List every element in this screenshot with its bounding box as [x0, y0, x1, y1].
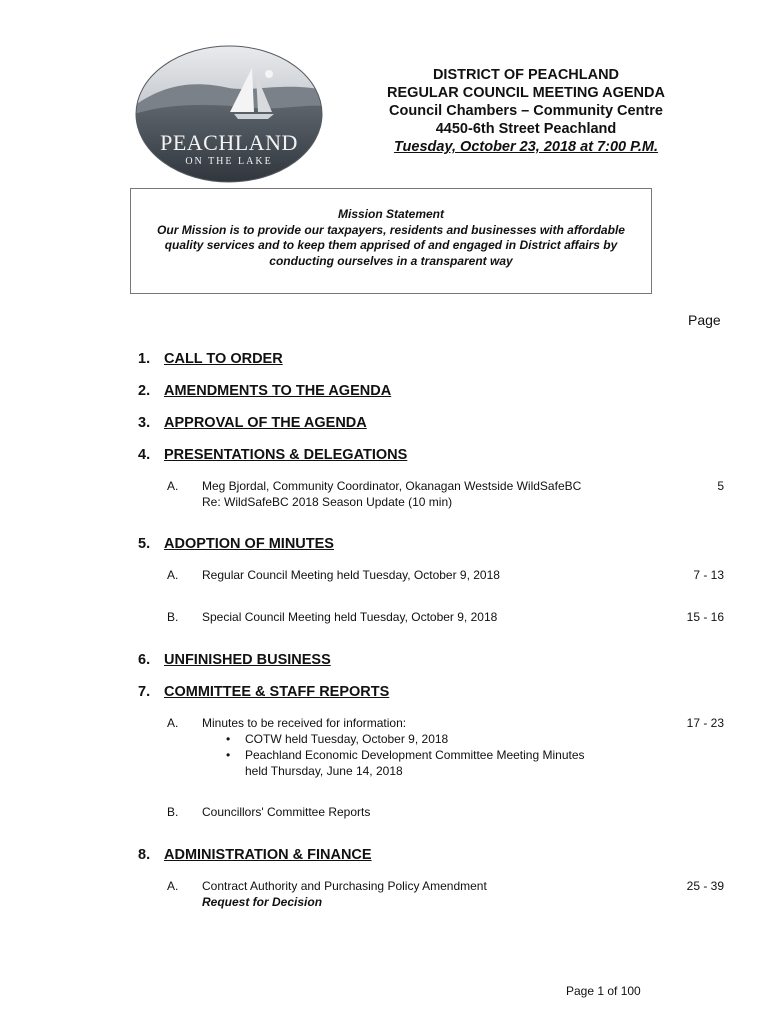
item-letter: A.	[167, 716, 179, 730]
section-presentations	[138, 447, 407, 463]
header-address: 4450-6th Street Peachland	[435, 121, 617, 137]
section-title[interactable]: CALL TO ORDER	[164, 351, 283, 367]
logo-name: PEACHLAND	[160, 130, 298, 155]
item-letter: A.	[167, 479, 179, 493]
agenda-header	[356, 66, 696, 156]
section-title[interactable]: COMMITTEE & STAFF REPORTS	[164, 684, 390, 700]
bullet-list	[226, 731, 626, 779]
section-committee-reports	[138, 684, 389, 700]
peachland-logo	[134, 44, 324, 184]
mission-line-1: Our Mission is to provide our taxpayers, residents and businesses with affordable	[157, 222, 625, 237]
section-title[interactable]: AMENDMENTS TO THE AGENDA	[164, 383, 392, 399]
agenda-item-minutes-received: Minutes to be received for information:	[202, 716, 407, 730]
item-letter: A.	[167, 879, 179, 893]
item-line: Contract Authority and Purchasing Policy Amendment	[202, 879, 487, 893]
header-district: DISTRICT OF PEACHLAND	[432, 67, 620, 83]
mission-title: Mission Statement	[337, 207, 445, 221]
section-title[interactable]: PRESENTATIONS & DELEGATIONS	[164, 447, 408, 463]
section-amendments	[138, 383, 391, 399]
header-date: Tuesday, October 23, 2018 at 7:00 P.M.	[393, 139, 659, 155]
section-number: 2.	[138, 383, 151, 399]
section-number: 1.	[138, 351, 151, 367]
list-item-continuation	[226, 763, 626, 779]
page-number-footer: Page 1 of 100	[566, 984, 641, 998]
item-letter: B.	[167, 805, 179, 819]
item-letter: A.	[167, 568, 179, 582]
mission-statement-box	[130, 188, 652, 294]
agenda-item-councillor-reports: Councillors' Committee Reports	[202, 805, 371, 819]
list-item-text: COTW held Tuesday, October 9, 2018	[245, 732, 449, 746]
bullet-icon: •	[226, 732, 231, 746]
section-approval	[138, 415, 367, 431]
agenda-item-wildsafebc	[202, 478, 642, 510]
bullet-icon: •	[226, 748, 231, 762]
section-title[interactable]: UNFINISHED BUSINESS	[164, 652, 331, 668]
section-number: 7.	[138, 684, 151, 700]
section-number: 8.	[138, 847, 151, 863]
list-item-text: Peachland Economic Development Committee Meeting Minutes	[245, 748, 585, 762]
item-letter: B.	[167, 610, 179, 624]
section-number: 3.	[138, 415, 151, 431]
item-page-ref[interactable]: 15 - 16	[686, 610, 724, 624]
item-page-ref[interactable]: 7 - 13	[693, 568, 724, 582]
section-number: 6.	[138, 652, 151, 668]
section-unfinished-business	[138, 652, 331, 668]
page-column-label: Page	[688, 312, 721, 328]
section-number: 4.	[138, 447, 151, 463]
section-title[interactable]: ADMINISTRATION & FINANCE	[164, 847, 372, 863]
agenda-item-contract-authority	[202, 878, 642, 910]
section-title[interactable]: ADOPTION OF MINUTES	[164, 536, 334, 552]
agenda-item-regular-minutes: Regular Council Meeting held Tuesday, October 9, 2018	[202, 568, 500, 582]
header-meeting-type: REGULAR COUNCIL MEETING AGENDA	[387, 85, 665, 101]
item-page-ref[interactable]: 5	[717, 479, 724, 493]
section-administration-finance	[138, 847, 372, 863]
header-location: Council Chambers – Community Centre	[389, 103, 663, 119]
item-page-ref[interactable]: 25 - 39	[686, 879, 724, 893]
list-item-text: held Thursday, June 14, 2018	[245, 764, 403, 778]
mission-line-2: quality services and to keep them apprised of and engaged in District affairs by	[164, 238, 618, 252]
logo-tagline: ON THE LAKE	[185, 156, 273, 167]
section-call-to-order	[138, 351, 283, 367]
item-page-ref[interactable]: 17 - 23	[686, 716, 724, 730]
list-item	[226, 731, 626, 747]
request-for-decision-label: Request for Decision	[202, 895, 323, 909]
section-minutes	[138, 536, 334, 552]
section-number: 5.	[138, 536, 151, 552]
list-item	[226, 747, 626, 763]
section-title[interactable]: APPROVAL OF THE AGENDA	[164, 415, 367, 431]
mission-line-3: conducting ourselves in a transparent way	[269, 253, 513, 268]
item-line: Re: WildSafeBC 2018 Season Update (10 min)	[202, 495, 453, 509]
agenda-item-special-minutes: Special Council Meeting held Tuesday, October 9, 2018	[202, 610, 498, 624]
item-line: Meg Bjordal, Community Coordinator, Okanagan Westside WildSafeBC	[202, 479, 582, 493]
